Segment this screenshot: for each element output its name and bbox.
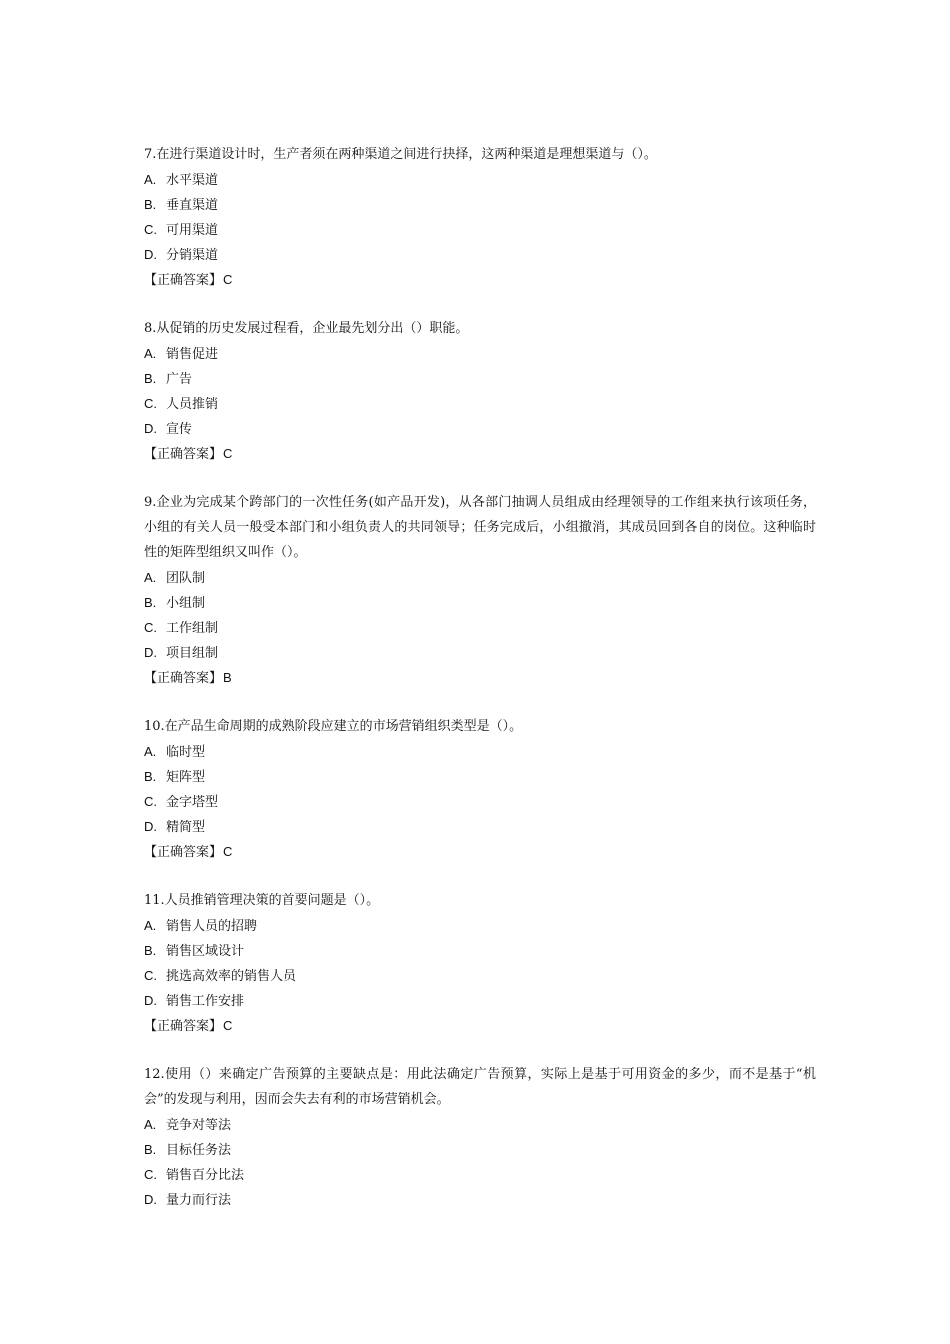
option-text: 人员推销	[166, 397, 219, 412]
option-c	[144, 1162, 816, 1187]
option-letter: A.	[144, 1117, 157, 1132]
option-text: 工作组制	[166, 621, 219, 636]
question-9	[144, 490, 816, 690]
option-letter: D.	[144, 819, 157, 834]
option-b	[144, 764, 816, 789]
answer-value: C	[223, 1018, 233, 1033]
option-letter: A.	[144, 918, 157, 933]
option-a	[144, 341, 816, 366]
question-stem: 8.从促销的历史发展过程看，企业最先划分出（）职能。	[144, 321, 469, 336]
option-letter: A.	[144, 172, 157, 187]
option-letter: B.	[144, 1142, 157, 1157]
option-letter: C.	[144, 968, 157, 983]
answer-label: 【正确答案】	[144, 447, 223, 462]
option-text: 精简型	[166, 820, 206, 835]
correct-answer	[144, 1013, 816, 1038]
option-a	[144, 739, 816, 764]
option-letter: C.	[144, 794, 157, 809]
option-text: 宣传	[166, 422, 193, 437]
question-10	[144, 714, 816, 864]
option-d	[144, 416, 816, 441]
option-text: 量力而行法	[166, 1193, 232, 1208]
option-letter: D.	[144, 421, 157, 436]
answer-value: B	[223, 670, 232, 685]
option-c	[144, 391, 816, 416]
answer-label: 【正确答案】	[144, 671, 223, 686]
option-text: 可用渠道	[166, 223, 219, 238]
option-text: 垂直渠道	[166, 198, 219, 213]
option-text: 销售促进	[166, 347, 219, 362]
option-b	[144, 590, 816, 615]
option-letter: D.	[144, 993, 157, 1008]
answer-label: 【正确答案】	[144, 273, 223, 288]
question-8	[144, 316, 816, 466]
option-b	[144, 938, 816, 963]
question-stem: 9.企业为完成某个跨部门的一次性任务(如产品开发)，从各部门抽调人员组成由经理领导的工作组来执行该项任务，小组的有关人员一般受本部门和小组负责人的共同领导；任务完成后，小组撤消，其成员回到各自的岗位。这种临时性的矩阵型组织又叫作（）。	[144, 495, 816, 560]
option-text: 目标任务法	[166, 1143, 232, 1158]
option-text: 销售百分比法	[166, 1168, 245, 1183]
option-letter: A.	[144, 570, 157, 585]
option-d	[144, 1187, 816, 1212]
question-stem: 10.在产品生命周期的成熟阶段应建立的市场营销组织类型是（）。	[144, 719, 523, 734]
option-text: 销售人员的招聘	[166, 919, 258, 934]
option-text: 项目组制	[166, 646, 219, 661]
option-a	[144, 913, 816, 938]
option-text: 临时型	[166, 745, 206, 760]
option-letter: B.	[144, 943, 157, 958]
option-letter: B.	[144, 595, 157, 610]
option-b	[144, 1137, 816, 1162]
option-text: 金字塔型	[166, 795, 219, 810]
answer-label: 【正确答案】	[144, 1019, 223, 1034]
option-a	[144, 167, 816, 192]
document-page	[144, 142, 816, 1236]
option-text: 水平渠道	[166, 173, 219, 188]
option-letter: D.	[144, 645, 157, 660]
option-a	[144, 565, 816, 590]
option-text: 矩阵型	[166, 770, 206, 785]
option-letter: D.	[144, 1192, 157, 1207]
answer-value: C	[223, 844, 233, 859]
option-b	[144, 366, 816, 391]
option-text: 分销渠道	[166, 248, 219, 263]
option-c	[144, 789, 816, 814]
question-stem: 7.在进行渠道设计时，生产者须在两种渠道之间进行抉择，这两种渠道是理想渠道与（）。	[144, 147, 657, 162]
option-text: 竞争对等法	[166, 1118, 232, 1133]
question-12	[144, 1062, 816, 1212]
question-11	[144, 888, 816, 1038]
option-letter: C.	[144, 620, 157, 635]
correct-answer	[144, 839, 816, 864]
answer-label: 【正确答案】	[144, 845, 223, 860]
option-text: 销售工作安排	[166, 994, 245, 1009]
option-letter: C.	[144, 222, 157, 237]
option-c	[144, 615, 816, 640]
option-text: 挑选高效率的销售人员	[166, 969, 297, 984]
option-text: 小组制	[166, 596, 206, 611]
answer-value: C	[223, 272, 233, 287]
correct-answer	[144, 441, 816, 466]
option-d	[144, 640, 816, 665]
option-letter: D.	[144, 247, 157, 262]
option-letter: B.	[144, 197, 157, 212]
option-letter: C.	[144, 1167, 157, 1182]
option-letter: A.	[144, 346, 157, 361]
option-text: 广告	[166, 372, 193, 387]
question-stem: 11.人员推销管理决策的首要问题是（）。	[144, 893, 380, 908]
option-letter: A.	[144, 744, 157, 759]
option-b	[144, 192, 816, 217]
option-c	[144, 963, 816, 988]
answer-value: C	[223, 446, 233, 461]
option-d	[144, 988, 816, 1013]
question-stem: 12.使用（）来确定广告预算的主要缺点是：用此法确定广告预算，实际上是基于可用资金的多少，而不是基于“机会”的发现与利用，因而会失去有利的市场营销机会。	[144, 1067, 816, 1107]
option-letter: C.	[144, 396, 157, 411]
option-letter: B.	[144, 769, 157, 784]
question-7	[144, 142, 816, 292]
option-d	[144, 242, 816, 267]
option-c	[144, 217, 816, 242]
option-text: 团队制	[166, 571, 206, 586]
option-a	[144, 1112, 816, 1137]
correct-answer	[144, 665, 816, 690]
option-letter: B.	[144, 371, 157, 386]
option-text: 销售区域设计	[166, 944, 245, 959]
option-d	[144, 814, 816, 839]
correct-answer	[144, 267, 816, 292]
